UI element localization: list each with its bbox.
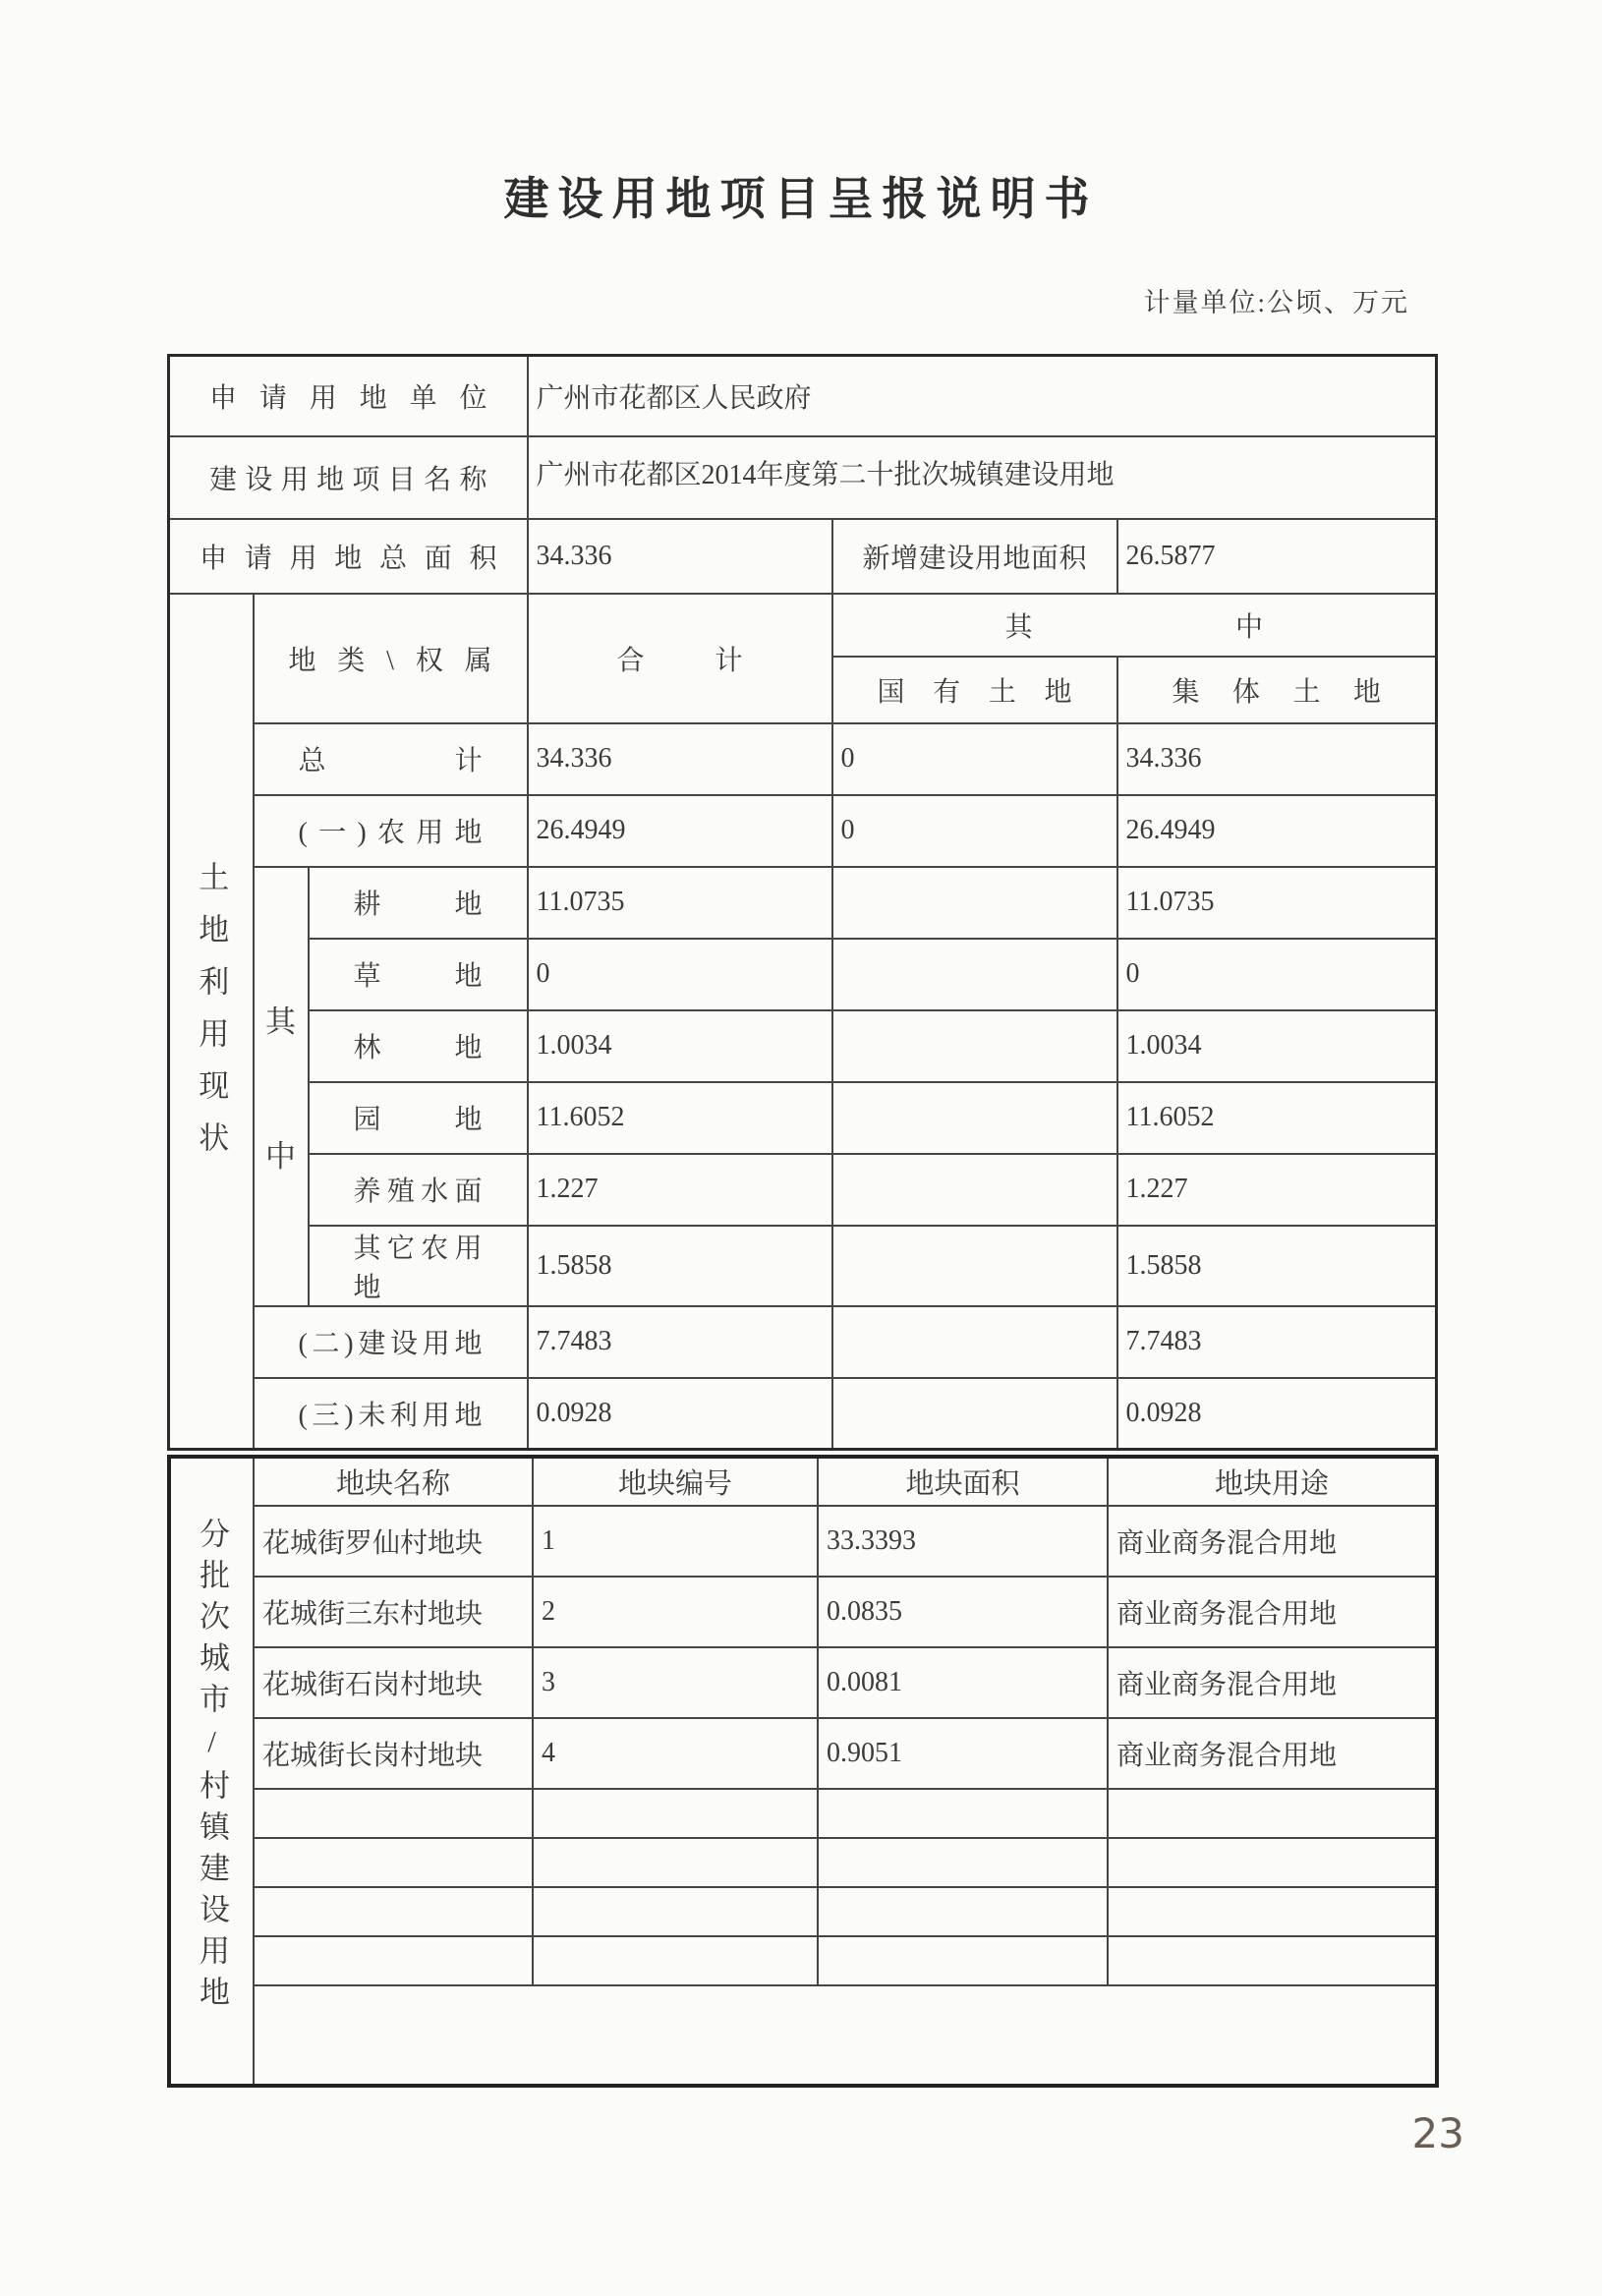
plot-row <box>169 1647 1437 1718</box>
land-type-label-cell <box>309 1154 528 1226</box>
empty-cell <box>254 1936 533 1985</box>
empty-cell <box>254 1838 533 1887</box>
applicant-row <box>169 356 1437 436</box>
empty-cell <box>1108 1887 1437 1936</box>
empty-cell <box>533 1789 818 1838</box>
state-owned-value <box>832 1082 1117 1154</box>
land-type-label-cell <box>309 1082 528 1154</box>
collective-value: 1.5858 <box>1117 1226 1437 1306</box>
plots-table <box>167 1455 1439 2088</box>
collective-value: 0 <box>1117 939 1437 1010</box>
empty-cell <box>1108 1936 1437 1985</box>
collective-value: 1.0034 <box>1117 1010 1437 1082</box>
land-type-label: (二)建设用地 <box>298 1329 483 1359</box>
among-vertical-label <box>255 997 308 1176</box>
among-header-cell <box>832 594 1437 657</box>
plot-use-cell: 商业商务混合用地 <box>1108 1647 1437 1718</box>
land-use-row-cultivated <box>169 867 1437 939</box>
plot-name-cell: 花城街三东村地块 <box>254 1577 533 1647</box>
land-use-row-other-agricultural <box>169 1226 1437 1306</box>
state-owned-value <box>832 1154 1117 1226</box>
applicant-label-cell <box>169 356 528 436</box>
land-type-label-cell <box>254 795 528 867</box>
among-header: 其中 <box>1004 611 1264 643</box>
total-value: 26.4949 <box>528 795 832 867</box>
among-group-side-cell <box>254 867 309 1306</box>
plot-name-header: 地块名称 <box>254 1457 533 1506</box>
land-use-status-side-cell <box>169 594 254 1450</box>
land-use-row-agricultural <box>169 795 1437 867</box>
land-type-label-cell <box>309 939 528 1010</box>
category-header: 地类\权属 <box>288 645 492 676</box>
plot-empty-row <box>169 1838 1437 1887</box>
empty-cell <box>818 1838 1108 1887</box>
state-owned-value <box>832 1010 1117 1082</box>
land-use-status-vertical-label: 土地利用现状 <box>194 860 229 1174</box>
plot-use-header: 地块用途 <box>1108 1457 1437 1506</box>
collective-value: 11.6052 <box>1117 1082 1437 1154</box>
total-value: 34.336 <box>528 723 832 795</box>
project-value-cell: 广州市花都区2014年度第二十批次城镇建设用地 <box>528 436 1437 519</box>
plots-header-row <box>169 1457 1437 1506</box>
plot-bottom-merged-row <box>169 1985 1437 2086</box>
plot-row <box>169 1718 1437 1789</box>
total-value: 1.0034 <box>528 1010 832 1082</box>
total-header-cell <box>528 594 832 723</box>
plot-no-cell: 1 <box>533 1506 818 1577</box>
applicant-value-cell: 广州市花都区人民政府 <box>528 356 1437 436</box>
collective-value: 26.4949 <box>1117 795 1437 867</box>
total-value: 11.0735 <box>528 867 832 939</box>
land-use-row-garden <box>169 1082 1437 1154</box>
plot-row <box>169 1577 1437 1647</box>
new-area-value-cell: 26.5877 <box>1117 519 1437 594</box>
land-use-row-aquaculture <box>169 1154 1437 1226</box>
state-owned-value <box>832 1306 1117 1378</box>
page-number: 23 <box>1411 2109 1464 2157</box>
land-use-table <box>167 354 1438 1451</box>
land-use-row-unused <box>169 1378 1437 1450</box>
plot-area-cell: 33.3393 <box>818 1506 1108 1577</box>
land-use-header-row-1 <box>169 594 1437 657</box>
land-type-label: (三)未利用地 <box>298 1400 483 1431</box>
collective-header-cell <box>1117 657 1437 723</box>
total-value: 0.0928 <box>528 1378 832 1450</box>
empty-cell <box>1108 1789 1437 1838</box>
project-label-cell <box>169 436 528 519</box>
state-owned-header: 国有土地 <box>877 676 1072 708</box>
total-area-label: 申请用地总面积 <box>200 543 497 574</box>
empty-cell <box>1108 1838 1437 1887</box>
land-type-label-cell <box>309 867 528 939</box>
plot-use-cell: 商业商务混合用地 <box>1108 1718 1437 1789</box>
plot-use-cell: 商业商务混合用地 <box>1108 1577 1437 1647</box>
state-owned-value: 0 <box>832 723 1117 795</box>
total-area-value-cell: 34.336 <box>528 519 832 594</box>
total-header: 合计 <box>616 645 743 676</box>
plot-name-cell: 花城街长岗村地块 <box>254 1718 533 1789</box>
project-name-row <box>169 436 1437 519</box>
land-type-label-cell <box>254 1306 528 1378</box>
empty-cell <box>254 1887 533 1936</box>
empty-cell <box>818 1936 1108 1985</box>
land-use-row-construction <box>169 1306 1437 1378</box>
collective-value: 7.7483 <box>1117 1306 1437 1378</box>
plot-area-cell: 0.0835 <box>818 1577 1108 1647</box>
empty-cell <box>533 1887 818 1936</box>
state-owned-value <box>832 939 1117 1010</box>
plot-area-cell: 0.9051 <box>818 1718 1108 1789</box>
total-value: 11.6052 <box>528 1082 832 1154</box>
collective-header: 集体土地 <box>1172 676 1382 708</box>
area-totals-row <box>169 519 1437 594</box>
land-type-label-cell <box>309 1010 528 1082</box>
applicant-label: 申请用地单位 <box>209 382 487 414</box>
land-use-row-forest <box>169 1010 1437 1082</box>
total-area-label-cell <box>169 519 528 594</box>
collective-value: 1.227 <box>1117 1154 1437 1226</box>
collective-value: 0.0928 <box>1117 1378 1437 1450</box>
plot-empty-row <box>169 1789 1437 1838</box>
land-type-label: 园地 <box>353 1105 483 1135</box>
empty-cell <box>818 1789 1108 1838</box>
land-type-label: 总计 <box>298 746 483 776</box>
land-type-label: 耕地 <box>353 890 483 920</box>
new-area-label: 新增建设用地面积 <box>862 543 1087 574</box>
collective-value: 34.336 <box>1117 723 1437 795</box>
collective-value: 11.0735 <box>1117 867 1437 939</box>
plot-no-cell: 4 <box>533 1718 818 1789</box>
plot-name-cell: 花城街罗仙村地块 <box>254 1506 533 1577</box>
among-char-bottom: 中 <box>265 1139 296 1174</box>
land-type-label-cell <box>254 723 528 795</box>
merged-bottom-cell <box>254 1985 1437 2086</box>
plot-no-header: 地块编号 <box>533 1457 818 1506</box>
land-use-row-total <box>169 723 1437 795</box>
state-owned-value: 0 <box>832 795 1117 867</box>
plot-no-cell: 3 <box>533 1647 818 1718</box>
state-owned-value <box>832 1378 1117 1450</box>
total-value: 0 <box>528 939 832 1010</box>
plot-area-header: 地块面积 <box>818 1457 1108 1506</box>
total-value: 7.7483 <box>528 1306 832 1378</box>
plot-empty-row <box>169 1887 1437 1936</box>
plot-row <box>169 1506 1437 1577</box>
category-header-cell <box>254 594 528 723</box>
new-area-label-cell <box>832 519 1117 594</box>
land-type-label-cell <box>309 1226 528 1306</box>
empty-cell <box>254 1789 533 1838</box>
land-use-row-grassland <box>169 939 1437 1010</box>
land-type-label: 林地 <box>353 1033 483 1063</box>
plot-name-cell: 花城街石岗村地块 <box>254 1647 533 1718</box>
plot-no-cell: 2 <box>533 1577 818 1647</box>
empty-cell <box>533 1838 818 1887</box>
project-label: 建设用地项目名称 <box>209 464 487 495</box>
plot-use-cell: 商业商务混合用地 <box>1108 1506 1437 1577</box>
empty-cell <box>533 1936 818 1985</box>
plot-empty-row <box>169 1936 1437 1985</box>
state-owned-value <box>832 867 1117 939</box>
page-title: 建设用地项目呈报说明书 <box>503 174 1099 224</box>
state-owned-header-cell <box>832 657 1117 723</box>
batch-urban-village-vertical-label: 分批次城市/村镇建设用地 <box>195 1518 229 2017</box>
land-type-label-cell <box>254 1378 528 1450</box>
land-type-label: 草地 <box>353 961 483 992</box>
among-char-top: 其 <box>265 1004 296 1039</box>
state-owned-value <box>832 1226 1117 1306</box>
land-type-label: (一)农用地 <box>298 818 483 848</box>
total-value: 1.5858 <box>528 1226 832 1306</box>
land-type-label: 养殖水面 <box>353 1177 483 1207</box>
land-type-label: 其它农用地 <box>353 1233 483 1303</box>
plot-area-cell: 0.0081 <box>818 1647 1108 1718</box>
batch-side-cell <box>169 1457 254 2086</box>
total-value: 1.227 <box>528 1154 832 1226</box>
unit-note: 计量单位:公顷、万元 <box>1143 288 1409 317</box>
empty-cell <box>818 1887 1108 1936</box>
